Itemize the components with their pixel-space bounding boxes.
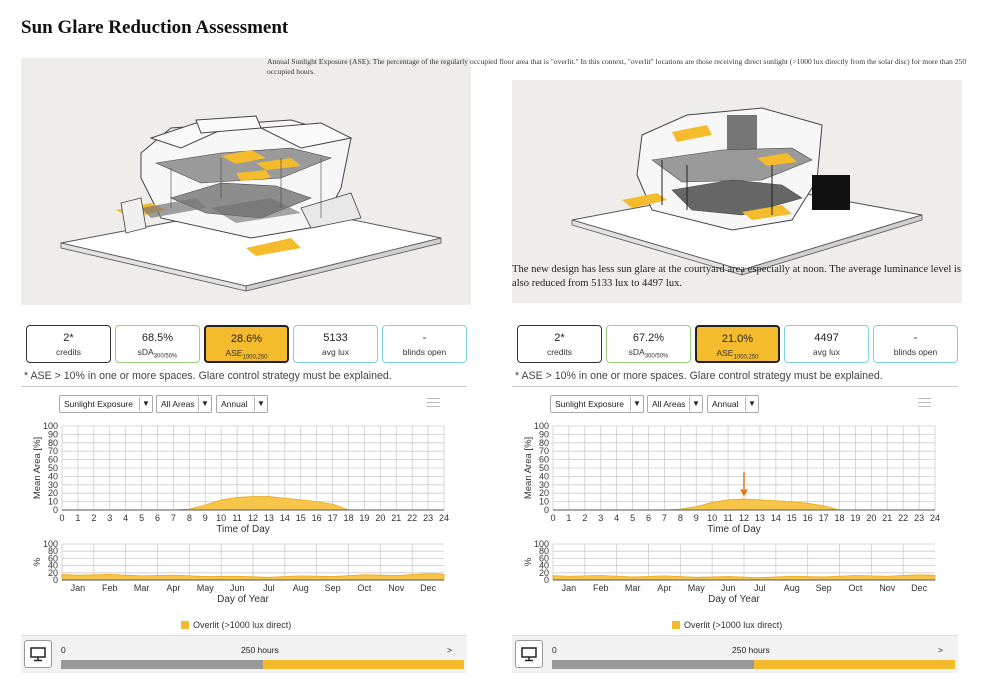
- display-toggle-button[interactable]: [515, 640, 543, 668]
- hours-threshold-label: 250 hours: [732, 645, 770, 655]
- series-area-hourly: [62, 497, 444, 510]
- x-tick-label: Nov: [388, 583, 405, 593]
- dropdown-arrow-icon: ▼: [745, 397, 758, 411]
- metric-ase: [695, 325, 780, 363]
- x-tick-label: 10: [707, 513, 718, 523]
- x-tick-label: 21: [882, 513, 893, 523]
- y-tick-label: 100: [533, 421, 549, 431]
- x-tick-label: Apr: [166, 583, 181, 593]
- metric-label: avg lux: [322, 347, 349, 357]
- hours-end-label: >: [447, 645, 452, 655]
- metric-cards: [26, 325, 466, 363]
- x-tick-label: 10: [216, 513, 227, 523]
- hours-footer: [512, 635, 958, 673]
- x-tick-label: 9: [202, 513, 208, 523]
- y-tick-label: 0: [52, 575, 58, 585]
- x-tick-label: 17: [327, 513, 338, 523]
- metric-avg-lux: [293, 325, 378, 363]
- x-tick-label: 1: [75, 513, 81, 523]
- x-tick-label: 2: [582, 513, 588, 523]
- divider: [512, 386, 958, 387]
- x-tick-label: Feb: [592, 583, 609, 593]
- metric-label: sDA$_{300/50\%}$: [137, 347, 178, 360]
- metric-label: credits: [55, 347, 82, 357]
- metric-value: 68.5%: [141, 332, 174, 344]
- hours-footer: [21, 635, 467, 673]
- x-tick-label: 14: [279, 513, 290, 523]
- y-tick-label: 80: [47, 546, 58, 557]
- hours-start-label: 0: [61, 645, 66, 655]
- x-tick-label: 22: [407, 513, 418, 523]
- metric-value: 2*: [63, 332, 74, 344]
- y-tick-label: 80: [47, 437, 58, 448]
- x-tick-label: May: [687, 583, 705, 593]
- x-tick-label: Jan: [70, 583, 86, 593]
- y-tick-label: 60: [538, 454, 549, 465]
- x-tick-label: Mar: [624, 583, 641, 593]
- hours-end-label: >: [938, 645, 943, 655]
- y-tick-label: 80: [538, 546, 549, 557]
- metric-avg-lux: [784, 325, 869, 363]
- x-axis-title: Time of Day: [216, 524, 270, 535]
- building-render-before: [21, 58, 471, 305]
- x-tick-label: 11: [232, 513, 242, 523]
- metric-blinds-open: [873, 325, 958, 363]
- ase-definition-note: Annual Sunlight Exposure (ASE): The percentage of the regularly occupied floor area that is "overlit." In this context, "overlit" locations are those receiving direct sunlight (>1000 lux directly from the solar disc) for more than 250 occupied hours.: [267, 57, 967, 76]
- design-comparison-note: The new design has less sun glare at the courtyard area especially at noon. The average luminance level is also reduced from 5133 lux to 4497 lux.: [512, 264, 961, 289]
- y-tick-label: 40: [47, 471, 58, 482]
- metric-label: $ASE_{1000,250}$: [716, 348, 759, 361]
- metric-label: blinds open: [402, 347, 447, 357]
- x-tick-label: Jul: [754, 583, 766, 593]
- legend-swatch: [181, 621, 189, 629]
- metric-credits: [517, 325, 602, 363]
- dropdown-arrow-icon: ▼: [198, 397, 211, 411]
- y-tick-label: 100: [42, 421, 58, 431]
- y-tick-label: 60: [47, 454, 58, 465]
- y-tick-label: 40: [538, 560, 549, 571]
- y-tick-label: 0: [543, 505, 549, 515]
- y-tick-label: 20: [538, 567, 549, 578]
- exposure-charts-after: [512, 416, 958, 616]
- x-tick-label: May: [196, 583, 214, 593]
- ase-warning: * ASE > 10% in one or more spaces. Glare control strategy must be explained.: [24, 370, 392, 382]
- x-tick-label: Dec: [911, 583, 928, 593]
- x-tick-label: Nov: [879, 583, 896, 593]
- x-tick-label: 18: [834, 513, 845, 523]
- x-tick-label: Jul: [263, 583, 275, 593]
- area-select[interactable]: All Areas ▼: [156, 395, 212, 413]
- x-tick-label: 11: [723, 513, 733, 523]
- x-tick-label: 19: [850, 513, 861, 523]
- x-tick-label: 20: [866, 513, 877, 523]
- series-area-hourly: [553, 499, 935, 510]
- metric-cards: [517, 325, 957, 363]
- metric-value: 21.0%: [721, 333, 754, 345]
- metric-value: -: [422, 332, 427, 344]
- y-tick-label: 40: [47, 560, 58, 571]
- hours-start-label: 0: [552, 645, 557, 655]
- dropdown-arrow-icon: ▼: [139, 397, 152, 411]
- page-title: Sun Glare Reduction Assessment: [21, 17, 289, 38]
- x-tick-label: 24: [929, 513, 941, 523]
- y-axis-title: Mean Area [%]: [523, 436, 534, 500]
- y-tick-label: 90: [47, 429, 58, 440]
- x-tick-label: 3: [598, 513, 604, 523]
- y-tick-label: 30: [47, 479, 58, 490]
- legend-swatch: [672, 621, 680, 629]
- metric-value: 67.2%: [632, 332, 665, 344]
- y-tick-label: 10: [538, 496, 549, 507]
- x-tick-label: 15: [295, 513, 306, 523]
- x-tick-label: 7: [661, 513, 667, 523]
- x-tick-label: 24: [438, 513, 450, 523]
- x-tick-label: Feb: [101, 583, 118, 593]
- y-tick-label: 20: [538, 488, 549, 499]
- x-tick-label: 14: [770, 513, 781, 523]
- exposure-charts-before: [21, 416, 467, 616]
- chart-legend: Overlit (>1000 lux direct): [672, 620, 782, 630]
- x-tick-label: 21: [391, 513, 402, 523]
- y-tick-label: 20: [47, 567, 58, 578]
- metric-value: 4497: [814, 332, 839, 344]
- y-tick-label: 40: [538, 471, 549, 482]
- metric-value: 28.6%: [230, 333, 263, 345]
- y-tick-label: 0: [52, 505, 58, 515]
- x-tick-label: 20: [375, 513, 386, 523]
- metric-credits: [26, 325, 111, 363]
- y-tick-label: 10: [47, 496, 58, 507]
- dropdown-arrow-icon: ▼: [254, 397, 267, 411]
- metric-sda: [606, 325, 691, 363]
- x-tick-label: Jun: [229, 583, 245, 593]
- x-tick-label: 5: [630, 513, 636, 523]
- dropdown-arrow-icon: ▼: [630, 397, 643, 411]
- x-tick-label: 2: [91, 513, 97, 523]
- x-tick-label: Mar: [133, 583, 150, 593]
- x-tick-label: 18: [343, 513, 354, 523]
- x-tick-label: Jun: [720, 583, 736, 593]
- metric-value: 2*: [554, 332, 565, 344]
- ase-warning: * ASE > 10% in one or more spaces. Glare control strategy must be explained.: [515, 370, 883, 382]
- x-tick-label: 23: [423, 513, 434, 523]
- metric-value: -: [913, 332, 918, 344]
- y-tick-label: 50: [538, 463, 549, 473]
- x-tick-label: 17: [818, 513, 829, 523]
- y-tick-label: 30: [538, 479, 549, 490]
- y-axis-title: Mean Area [%]: [32, 436, 43, 500]
- x-axis-title: Day of Year: [708, 594, 760, 605]
- metric-ase: [204, 325, 289, 363]
- x-tick-label: 12: [247, 513, 259, 523]
- x-tick-label: 15: [786, 513, 797, 523]
- divider: [21, 386, 467, 387]
- y-tick-label: 80: [538, 437, 549, 448]
- x-tick-label: 3: [107, 513, 113, 523]
- x-tick-label: 12: [738, 513, 750, 523]
- x-tick-label: 22: [898, 513, 909, 523]
- display-toggle-button[interactable]: [24, 640, 52, 668]
- x-tick-label: Oct: [848, 583, 863, 593]
- metric-label: sDA$_{300/50\%}$: [628, 347, 669, 360]
- x-tick-label: Sep: [324, 583, 341, 593]
- y-axis-title: %: [523, 557, 534, 567]
- x-tick-label: 13: [263, 513, 274, 523]
- x-tick-label: 6: [154, 513, 161, 523]
- metric-select[interactable]: Sunlight Exposure ▼: [550, 395, 644, 413]
- period-select[interactable]: Annual ▼: [216, 395, 268, 413]
- dropdown-arrow-icon: ▼: [689, 397, 702, 411]
- y-axis-title: %: [32, 557, 43, 567]
- x-tick-label: Apr: [657, 583, 672, 593]
- hours-progress-bar[interactable]: [61, 660, 464, 669]
- monitor-icon: [521, 646, 537, 662]
- area-select[interactable]: All Areas ▼: [647, 395, 703, 413]
- x-tick-label: 16: [802, 513, 813, 523]
- x-tick-label: Dec: [420, 583, 437, 593]
- hours-progress-fill: [754, 660, 956, 669]
- period-select[interactable]: Annual ▼: [707, 395, 759, 413]
- x-tick-label: 8: [186, 513, 192, 523]
- x-tick-label: 4: [123, 513, 129, 523]
- metric-sda: [115, 325, 200, 363]
- x-tick-label: 19: [359, 513, 370, 523]
- metric-label: blinds open: [893, 347, 938, 357]
- metric-label: $ASE_{1000,250}$: [225, 348, 268, 361]
- x-tick-label: 7: [170, 513, 176, 523]
- metric-blinds-open: [382, 325, 467, 363]
- x-tick-label: 8: [677, 513, 683, 523]
- x-tick-label: Aug: [292, 583, 309, 593]
- chart-menu-icon[interactable]: [918, 398, 931, 410]
- y-tick-label: 100: [42, 539, 58, 549]
- x-axis-title: Time of Day: [707, 524, 761, 535]
- y-tick-label: 100: [533, 539, 549, 549]
- metric-label: credits: [546, 347, 573, 357]
- x-tick-label: 0: [59, 513, 65, 523]
- monitor-icon: [30, 646, 46, 662]
- x-tick-label: 9: [693, 513, 699, 523]
- x-tick-label: 4: [614, 513, 620, 523]
- x-tick-label: Aug: [783, 583, 800, 593]
- x-tick-label: 1: [566, 513, 572, 523]
- y-tick-label: 90: [538, 429, 549, 440]
- metric-label: avg lux: [813, 347, 840, 357]
- x-tick-label: Jan: [561, 583, 577, 593]
- x-tick-label: Sep: [815, 583, 832, 593]
- analysis-panel-after: [512, 318, 962, 678]
- hours-progress-bar[interactable]: [552, 660, 955, 669]
- y-tick-label: 20: [47, 488, 58, 499]
- x-axis-title: Day of Year: [217, 594, 269, 605]
- analysis-panel-before: [21, 318, 471, 678]
- y-tick-label: 60: [47, 553, 58, 564]
- hours-threshold-label: 250 hours: [241, 645, 279, 655]
- y-tick-label: 60: [538, 553, 549, 564]
- y-tick-label: 70: [538, 446, 549, 457]
- x-tick-label: 5: [139, 513, 145, 523]
- x-tick-label: 0: [550, 513, 556, 523]
- y-tick-label: 0: [543, 575, 549, 585]
- hours-progress-fill: [263, 660, 465, 669]
- x-tick-label: 23: [914, 513, 925, 523]
- x-tick-label: 16: [311, 513, 322, 523]
- metric-value: 5133: [323, 332, 348, 344]
- metric-select[interactable]: Sunlight Exposure ▼: [59, 395, 153, 413]
- y-tick-label: 70: [47, 446, 58, 457]
- y-tick-label: 50: [47, 463, 58, 473]
- chart-legend: Overlit (>1000 lux direct): [181, 620, 291, 630]
- x-tick-label: Oct: [357, 583, 372, 593]
- x-tick-label: 6: [645, 513, 652, 523]
- x-tick-label: 13: [754, 513, 765, 523]
- chart-menu-icon[interactable]: [427, 398, 440, 410]
